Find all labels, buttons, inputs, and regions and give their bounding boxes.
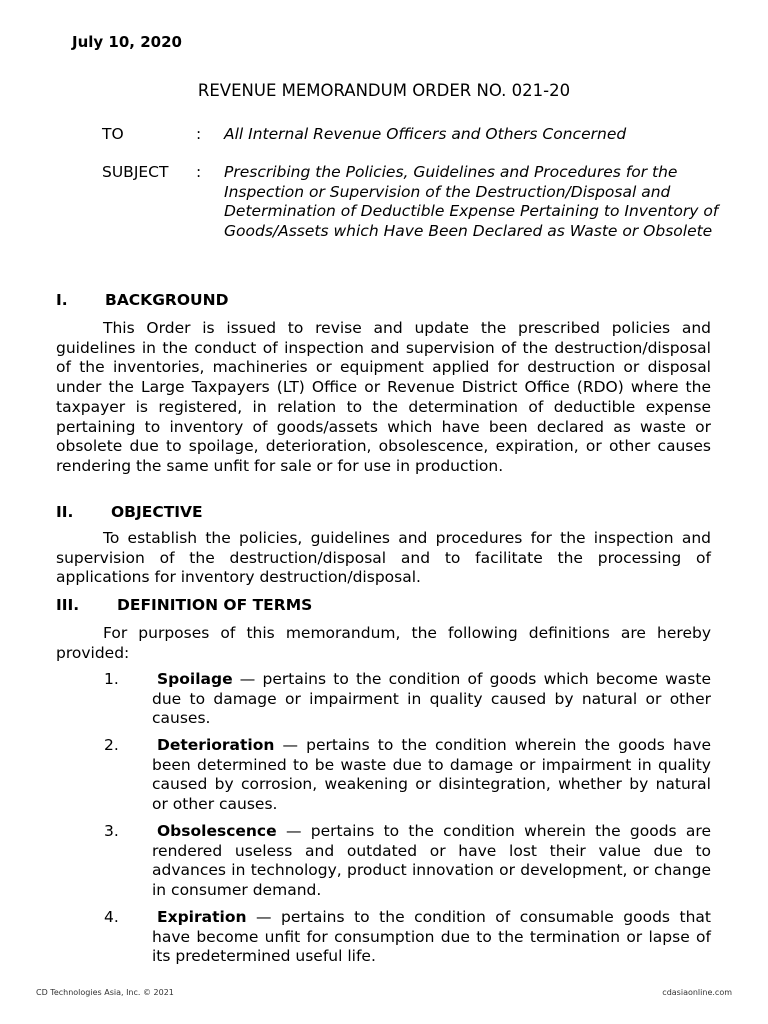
section-number: III. bbox=[56, 596, 80, 614]
definition-item bbox=[56, 736, 711, 814]
section-number: II. bbox=[56, 503, 74, 521]
section-heading-definitions bbox=[56, 596, 312, 614]
item-definition: — pertains to the condition wherein the goods are rendered useless and outdated or have lost their value due to advances in technology, product innovation or development, or change in consumer demand. bbox=[152, 822, 711, 899]
definition-item bbox=[56, 822, 711, 900]
objective-paragraph: To establish the policies, guidelines and procedures for the inspection and supervision of the destruction/disposal and to facilitate the processing of applications for inventory destruction/disposal. bbox=[56, 529, 711, 587]
item-term: Expiration bbox=[157, 908, 247, 926]
section-number: I. bbox=[56, 291, 68, 309]
to-colon: : bbox=[196, 125, 202, 143]
item-definition: — pertains to the condition of goods which become waste due to damage or impairment in quality caused by natural or other causes. bbox=[152, 670, 711, 728]
to-value: All Internal Revenue Officers and Others Concerned bbox=[224, 125, 627, 143]
definitions-intro: For purposes of this memorandum, the following definitions are hereby provided: bbox=[56, 624, 711, 662]
item-definition: — pertains to the condition of consumable goods that have become unfit for consumption due to the termination or lapse of its predetermined useful life. bbox=[152, 908, 711, 966]
section-title: DEFINITION OF TERMS bbox=[117, 596, 313, 614]
document-date: July 10, 2020 bbox=[72, 33, 182, 51]
item-term: Spoilage bbox=[157, 670, 233, 688]
item-definition: — pertains to the condition wherein the goods have been determined to be waste due to damage or impairment in quality caused by corrosion, weakening or disintegration, whether by natural or other causes. bbox=[152, 736, 711, 813]
item-number: 4. bbox=[104, 908, 119, 926]
item-number: 1. bbox=[104, 670, 119, 688]
section-heading-background bbox=[56, 291, 228, 309]
subject-colon: : bbox=[196, 163, 202, 181]
definition-item bbox=[56, 908, 711, 967]
item-term: Obsolescence bbox=[157, 822, 277, 840]
footer-copyright: CD Technologies Asia, Inc. © 2021 bbox=[36, 988, 174, 997]
definition-item bbox=[56, 670, 711, 729]
section-title: OBJECTIVE bbox=[111, 503, 203, 521]
section-heading-objective bbox=[56, 503, 203, 521]
subject-label: SUBJECT bbox=[102, 163, 169, 181]
section-title: BACKGROUND bbox=[105, 291, 229, 309]
item-term: Deterioration bbox=[157, 736, 275, 754]
background-paragraph: This Order is issued to revise and update the prescribed policies and guidelines in the conduct of inspection and supervision of the destruction/disposal of the inventories, machineries or equipment applied for destruction or disposal under the Large Taxpayers (LT) Office or Revenue District Office (RDO) where the taxpayer is registered, in relation to the determination of deductible expense pertaining to inventory of goods/assets which have been declared as waste or obsolete due to spoilage, deterioration, obsolescence, expiration, or other causes rendering the same unfit for sale or for use in production. bbox=[56, 319, 711, 475]
document-title: REVENUE MEMORANDUM ORDER NO. 021-20 bbox=[197, 81, 571, 100]
item-number: 2. bbox=[104, 736, 119, 754]
to-label: TO bbox=[102, 125, 124, 143]
item-number: 3. bbox=[104, 822, 119, 840]
footer-website: cdasiaonline.com bbox=[662, 988, 732, 997]
subject-value: Prescribing the Policies, Guidelines and Procedures for the Inspection or Supervision of the Destruction/Disposal and Determination of Deductible Expense Pertaining to Inventory of Goods/Assets which Have Been Declared as Waste or Obsolete bbox=[224, 163, 719, 240]
